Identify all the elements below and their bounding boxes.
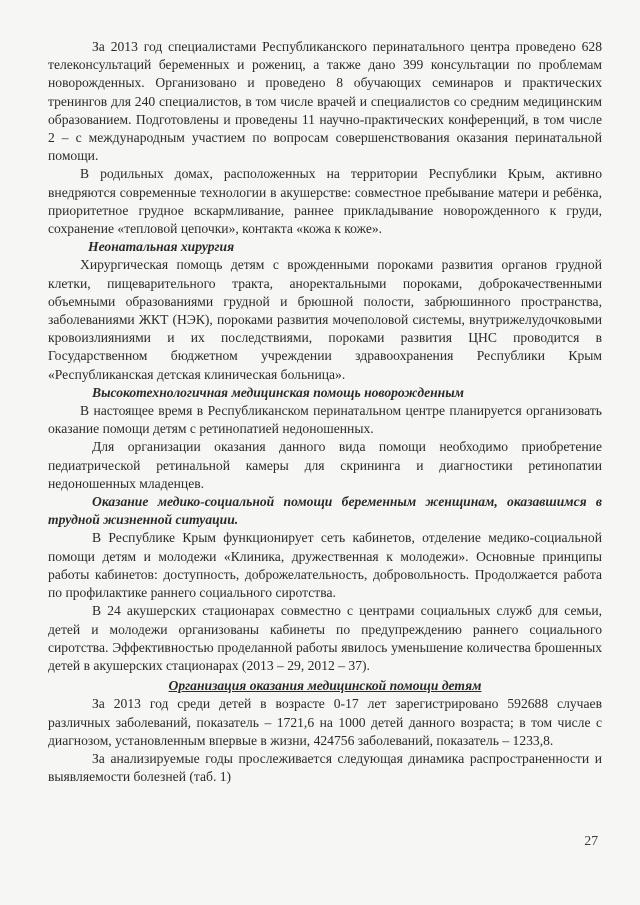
- paragraph-consultations: За 2013 год специалистами Республиканского перинатального центра проведено 628 телеконсультаций беременных и рожениц, а также дано 399 консультации по проблемам новорожденных. Организовано и проведено 8 обучающих семинаров и практических тренингов для 240 специалистов, в том числе врачей и специалистов со средним медицинским образованием. Подготовлены и проведены 11 научно-практических конференций, в том числе 2 – с международным участием по вопросам совершенствования оказания перинатальной помощи.: [48, 39, 602, 164]
- page-number: 27: [584, 833, 598, 848]
- paragraph-youth-clinics: В Республике Крым функционирует сеть кабинетов, отделение медико-социальной помощи детям и молодежи «Клиника, дружественная к молодежи». Основные принципы работы кабинетов: доступность, доброжелательность, добровольность. Продолжается работа по профилактике раннего социального сиротства.: [48, 530, 602, 601]
- heading-high-tech-care: Высокотехнологичная медицинская помощь новорожденным: [92, 384, 464, 400]
- paragraph-dynamics: За анализируемые годы прослеживается следующая динамика распространенности и выявляемости болезней (таб. 1): [48, 750, 602, 785]
- paragraph-morbidity: За 2013 год среди детей в возрасте 0-17 лет зарегистрировано 592688 случаев различных заболеваний, показатель – 1721,6 на 1000 детей данного возраста; в том числе с диагнозом, установленным впервые в жизни, 424756 заболеваний, показатель – 1233,8.: [48, 696, 602, 748]
- heading-child-care: Организация оказания медицинской помощи детям: [168, 678, 482, 694]
- heading-social-care: Оказание медико-социальной помощи беременным женщинам, оказавшимся в трудной жизненной ситуации.: [48, 494, 602, 528]
- paragraph-surgical-care: Хирургическая помощь детям с врожденными пороками развития органов грудной клетки, пищеварительного тракта, аноректальными пороками, доброкачественными объемными образованиями грудной и брюшной полости, забрюшинного пространства, заболеваниями ЖКТ (НЭК), пороками развития мочеполовой системы, внутрижелудочковыми кровоизлияниями и их последствиями, пороками развития ЦНС проводится в Государственном бюджетном учреждении здравоохранения Республики Крым «Республиканская детская клиническая больница».: [48, 257, 602, 382]
- paragraph-retinopathy-plan: В настоящее время в Республиканском перинатальном центре планируется организовать оказание помощи детям с ретинопатией недоношенных.: [48, 403, 602, 437]
- heading-neonatal-surgery: Неонатальная хирургия: [88, 239, 235, 255]
- paragraph-obstetric-hospitals: В 24 акушерских стационарах совместно с центрами социальных служб для семьи, детей и молодежи организованы кабинеты по предупреждению раннего социального сиротства. Эффективностью проделанной работы явилось уменьшение количества брошенных детей в акушерских стационарах (2013 – 29, 2012 – 37).: [48, 603, 602, 673]
- paragraph-retinal-camera: Для организации оказания данного вида помощи необходимо приобретение педиатрической ретинальной камеры для скрининга и диагностики ретинопатии недоношенных младенцев.: [48, 439, 602, 491]
- page-content: [48, 38, 602, 786]
- paragraph-maternity-technologies: В родильных домах, расположенных на территории Республики Крым, активно внедряются современные технологии в акушерстве: совместное пребывание матери и ребёнка, приоритетное грудное вскармливание, раннее прикладывание новорожденного к груди, сохранение «тепловой цепочки», контакта «кожа к коже».: [48, 166, 602, 237]
